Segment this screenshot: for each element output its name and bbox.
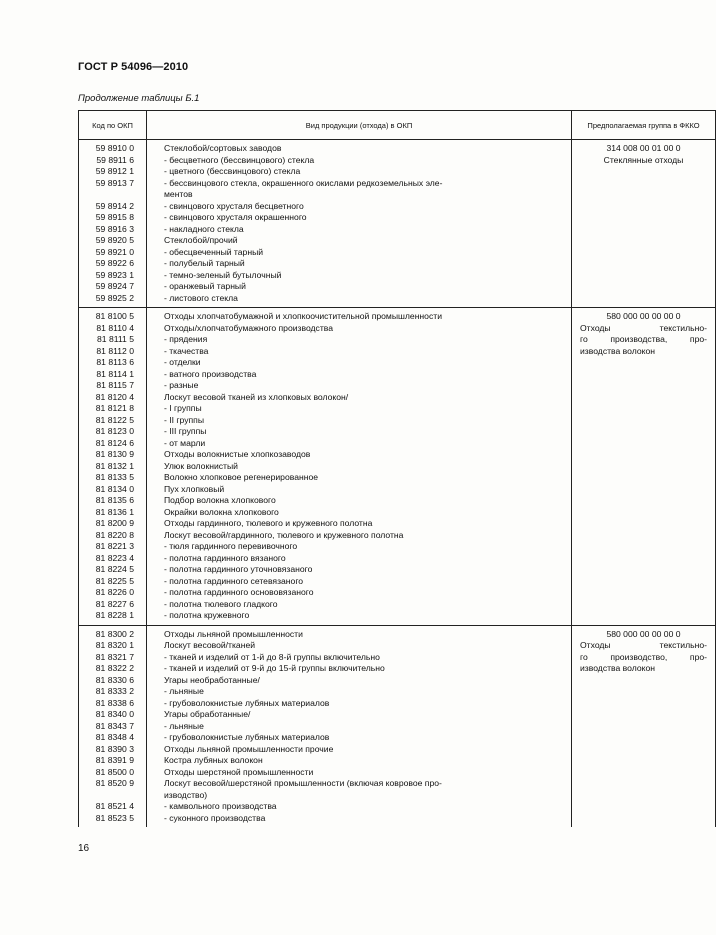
okp-code: 81 8228 1 xyxy=(95,610,134,620)
fkko-group-text: 314 008 00 01 00 0 xyxy=(606,143,681,153)
okp-code: 81 8520 9 xyxy=(95,778,134,788)
product-name: - обесцвеченный тарный xyxy=(164,246,264,257)
product-name: Стеклобой/прочий xyxy=(164,235,238,245)
okp-code: 59 8920 5 xyxy=(95,235,134,245)
okp-code: 81 8221 3 xyxy=(95,541,134,551)
product-name: Подбор волокна хлопкового xyxy=(164,495,276,505)
okp-code: 59 8910 0 xyxy=(95,143,134,153)
okp-code: 81 8320 1 xyxy=(95,640,134,650)
okp-table xyxy=(78,110,716,827)
product-name: - бесцветного (бессвинцового) стекла xyxy=(164,154,315,165)
okp-code: 81 8136 1 xyxy=(95,506,134,517)
product-name: Лоскут весовой/гардинного, тюлевого и кружевного полотна xyxy=(164,529,404,540)
okp-code: 81 8130 9 xyxy=(95,449,134,459)
product-name: - тканей и изделий от 9-й до 15-й группы включительно xyxy=(164,663,385,673)
okp-code: 81 8134 0 xyxy=(95,483,134,494)
okp-code: 59 8916 3 xyxy=(95,223,134,234)
product-name: - ткачества xyxy=(164,345,209,356)
okp-code: 81 8391 9 xyxy=(95,755,134,765)
table-group-row xyxy=(79,308,716,626)
okp-code: 59 8922 6 xyxy=(95,258,134,268)
product-name: - прядения xyxy=(164,334,208,344)
table-header-row xyxy=(79,111,716,140)
okp-code xyxy=(79,189,146,201)
product-name: ментов xyxy=(164,189,193,199)
okp-code: 59 8914 2 xyxy=(95,200,134,211)
product-name: - суконного производства xyxy=(164,812,266,823)
product-name: - полотна гардинного сетевязаного xyxy=(164,575,304,586)
product-name: - полотна гардинного уточновязаного xyxy=(164,564,313,574)
okp-code: 59 8923 1 xyxy=(95,269,134,280)
okp-code: 81 8112 0 xyxy=(96,345,134,356)
okp-code: 81 8110 4 xyxy=(96,322,134,333)
okp-code: 81 8300 2 xyxy=(95,628,134,639)
product-name: - I группы xyxy=(164,403,202,413)
okp-code xyxy=(79,790,146,802)
okp-code: 81 8100 5 xyxy=(95,311,134,321)
product-name: - темно-зеленый бутылочный xyxy=(164,269,282,280)
product-name: - цветного (бессвинцового) стекла xyxy=(164,166,301,176)
product-name: - полотна гардинного вязаного xyxy=(164,552,286,563)
okp-code: 81 8338 6 xyxy=(95,697,134,708)
product-name: Отходы хлопчатобумажной и хлопкоочистительной промышленности xyxy=(164,311,442,321)
product-cell xyxy=(147,140,572,308)
product-name: - полубелый тарный xyxy=(164,258,245,268)
code-cell xyxy=(79,625,147,827)
column-header-product: Вид продукции (отхода) в ОКП xyxy=(147,111,572,140)
okp-code: 81 8220 8 xyxy=(95,529,134,540)
fkko-group-text: Отходы текстильно- xyxy=(580,640,707,650)
okp-code: 59 8913 7 xyxy=(95,177,134,188)
product-name: изводство) xyxy=(164,789,208,800)
product-name: - от марли xyxy=(164,437,206,448)
okp-code: 81 8227 6 xyxy=(95,598,134,609)
product-name: Отходы шерстяной промышленности xyxy=(164,766,314,777)
fkko-group-text: Стеклянные отходы xyxy=(603,154,684,165)
okp-code: 81 8226 0 xyxy=(95,587,134,597)
product-name: Отходы/хлопчатобумажного производства xyxy=(164,322,334,333)
table-group-row xyxy=(79,140,716,308)
product-name: - листового стекла xyxy=(164,292,238,303)
code-cell xyxy=(79,308,147,626)
okp-code: 81 8200 9 xyxy=(95,518,134,528)
okp-code: 81 8333 2 xyxy=(95,686,134,696)
okp-code: 81 8123 0 xyxy=(95,426,134,436)
column-header-code: Код по ОКП xyxy=(79,111,147,140)
okp-code: 59 8925 2 xyxy=(95,292,134,303)
product-name: - полотна гардинного основовязаного xyxy=(164,587,314,597)
product-name: Костра лубяных волокон xyxy=(164,755,263,765)
product-name: - грубоволокнистые лубяных материалов xyxy=(164,732,330,742)
product-cell xyxy=(147,308,572,626)
okp-code: 81 8321 7 xyxy=(95,651,134,662)
okp-code: 59 8912 1 xyxy=(95,166,134,176)
table-caption: Продолжение таблицы Б.1 xyxy=(78,93,200,104)
product-name: Угары необработанные/ xyxy=(164,674,260,685)
okp-code: 81 8348 4 xyxy=(95,732,134,742)
page-number: 16 xyxy=(78,843,90,854)
fkko-group-text: го производства, про- xyxy=(580,334,707,344)
okp-code: 81 8111 5 xyxy=(97,334,134,344)
fkko-group-text: 580 000 00 00 00 0 xyxy=(606,311,681,321)
product-name: - камвольного производства xyxy=(164,801,277,811)
okp-code: 81 8322 2 xyxy=(95,663,134,673)
product-name: Угары обработанные/ xyxy=(164,709,251,719)
product-name: - тканей и изделий от 1-й до 8-й группы включительно xyxy=(164,651,380,662)
okp-code: 81 8340 0 xyxy=(95,709,134,719)
product-name: - тюля гардинного перевивочного xyxy=(164,541,298,551)
product-name: - оранжевый тарный xyxy=(164,281,246,291)
column-header-group: Предполагаемая группа в ФККО xyxy=(572,111,716,140)
fkko-group-text: изводства волокон xyxy=(580,345,656,356)
okp-code: 81 8521 4 xyxy=(95,801,134,811)
okp-code: 81 8135 6 xyxy=(95,495,134,505)
product-name: - полотна тюлевого гладкого xyxy=(164,598,278,609)
okp-code: 59 8921 0 xyxy=(95,246,134,257)
okp-code: 81 8133 5 xyxy=(95,472,134,482)
product-name: - отделки xyxy=(164,357,201,367)
table-group-row xyxy=(79,625,716,827)
okp-code: 59 8911 6 xyxy=(96,154,134,165)
product-name: - II группы xyxy=(164,414,205,425)
fkko-group-text: изводства волокон xyxy=(580,663,656,673)
fkko-group-cell xyxy=(572,625,716,827)
product-name: Отходы волокнистые хлопкозаводов xyxy=(164,449,311,459)
product-cell xyxy=(147,625,572,827)
product-name: Пух хлопковый xyxy=(164,483,225,494)
product-name: - свинцового хрусталя бесцветного xyxy=(164,200,304,211)
okp-code: 81 8122 5 xyxy=(95,414,134,425)
okp-code: 81 8523 5 xyxy=(95,812,134,823)
product-name: - свинцового хрусталя окрашенного xyxy=(164,212,307,222)
product-name: - полотна кружевного xyxy=(164,610,250,620)
okp-code: 81 8124 6 xyxy=(95,437,134,448)
product-name: - накладного стекла xyxy=(164,223,244,234)
product-name: Волокно хлопковое регенерированное xyxy=(164,472,319,482)
product-name: Лоскут весовой/тканей xyxy=(164,640,256,650)
okp-code: 59 8915 8 xyxy=(95,212,134,222)
product-name: - грубоволокнистые лубяных материалов xyxy=(164,697,330,708)
product-name: - льняные xyxy=(164,686,204,696)
okp-code: 81 8223 4 xyxy=(95,552,134,563)
product-name: Стеклобой/сортовых заводов xyxy=(164,143,282,153)
okp-code: 59 8924 7 xyxy=(95,281,134,291)
product-name: - льняные xyxy=(164,720,204,731)
okp-code: 81 8224 5 xyxy=(95,564,134,574)
fkko-group-text: го производство, про- xyxy=(580,651,707,662)
okp-code: 81 8500 0 xyxy=(95,766,134,777)
okp-code: 81 8330 6 xyxy=(95,674,134,685)
product-name: Улюк волокнистый xyxy=(164,460,238,471)
product-name: - бессвинцового стекла, окрашенного окислами редкоземельных эле- xyxy=(164,177,443,188)
okp-code: 81 8121 8 xyxy=(95,403,134,413)
product-name: Лоскут весовой/шерстяной промышленности (включая ковровое про- xyxy=(164,778,442,788)
product-name: Отходы льняной промышленности xyxy=(164,628,303,639)
product-name: - разные xyxy=(164,380,199,390)
okp-code: 81 8114 1 xyxy=(96,368,134,379)
okp-code: 81 8115 7 xyxy=(96,380,134,390)
fkko-group-text: Отходы текстильно- xyxy=(580,322,707,333)
okp-code: 81 8120 4 xyxy=(95,391,134,402)
product-name: - ватного производства xyxy=(164,368,257,379)
product-name: - III группы xyxy=(164,426,207,436)
code-cell xyxy=(79,140,147,308)
okp-code: 81 8132 1 xyxy=(95,460,134,471)
fkko-group-text: 580 000 00 00 00 0 xyxy=(606,628,681,639)
okp-code: 81 8113 6 xyxy=(96,357,134,367)
fkko-group-cell xyxy=(572,140,716,308)
product-name: Отходы гардинного, тюлевого и кружевного полотна xyxy=(164,518,373,528)
fkko-group-cell xyxy=(572,308,716,626)
standard-title: ГОСТ Р 54096—2010 xyxy=(78,61,189,73)
product-name: Отходы льняной промышленности прочие xyxy=(164,743,334,754)
okp-code: 81 8343 7 xyxy=(95,720,134,731)
product-name: Окрайки волокна хлопкового xyxy=(164,506,279,517)
okp-code: 81 8225 5 xyxy=(95,575,134,586)
okp-code: 81 8390 3 xyxy=(95,743,134,754)
product-name: Лоскут весовой тканей из хлопковых волокон/ xyxy=(164,391,349,402)
